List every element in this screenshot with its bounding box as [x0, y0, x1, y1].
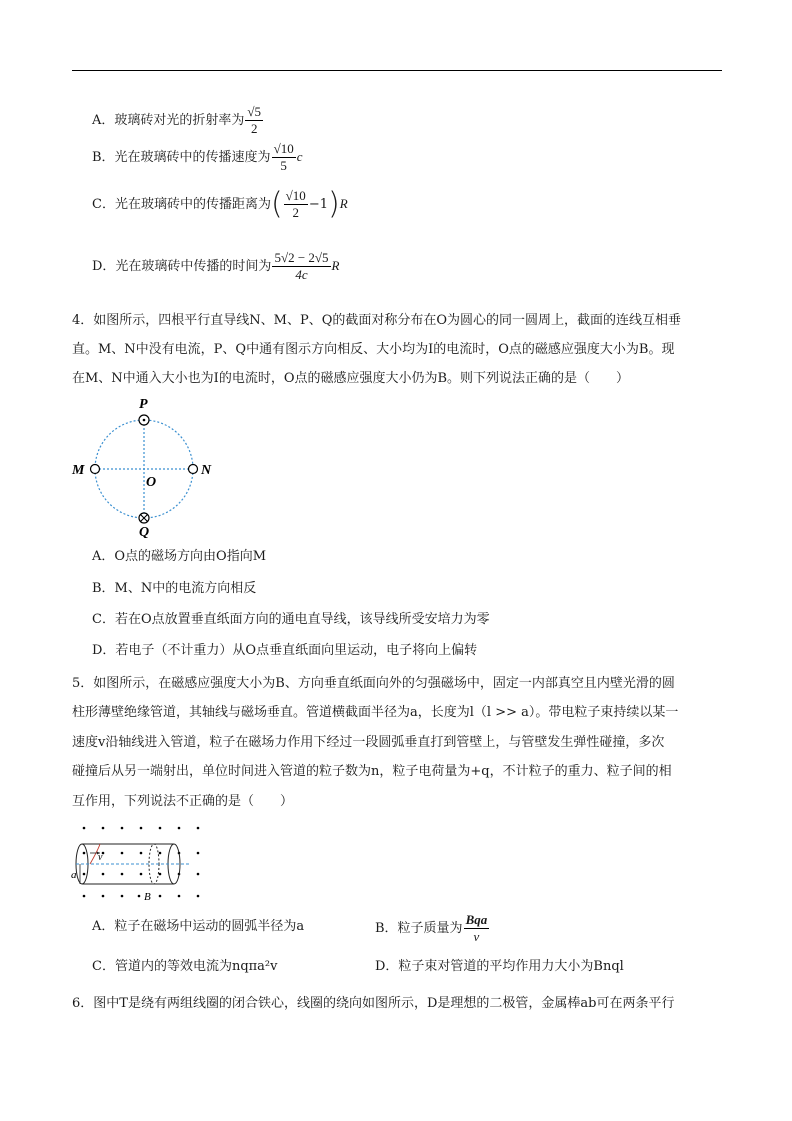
q5-stem-line4: 碰撞后从另一端射出，单位时间进入管道的粒子数为n，粒子电荷量为+q，不计粒子的重力、粒子间的相	[72, 764, 672, 779]
label-o: O	[146, 475, 157, 490]
label-q: Q	[139, 525, 150, 538]
q5-option-b: B．粒子质量为 $\frac{\text{Bqa}}{v}$	[375, 912, 488, 944]
label-p: P	[139, 397, 148, 412]
q4-option-b: B．M、N中的电流方向相反	[92, 581, 257, 596]
q6-stem-line1: 6．图中T是绕有两组线圈的闭合铁心，线圈的绕向如图所示，D是理想的二极管，金属棒ab可在两条平行	[72, 996, 675, 1011]
q4-option-c: C．若在O点放置垂直纸面方向的通电直导线，该导线所受安培力为零	[92, 612, 490, 627]
q5-option-d: D．粒子束对管道的平均作用力大小为Bnql	[375, 959, 624, 974]
q3-option-b: B．光在玻璃砖中的传播速度为 $\frac{√10}{5}$ c	[92, 141, 303, 173]
q4-stem-line1: 4．如图所示，四根平行直导线N、M、P、Q的截面对称分布在O为圆心的同一圆周上，截面的连线互相垂	[72, 313, 682, 328]
q4-stem-line3: 在M、N中通入大小也为I的电流时，O点的磁感应强度大小仍为B。则下列说法正确的是（ ）	[72, 371, 630, 386]
q5-stem-line2: 柱形薄壁绝缘管道，其轴线与磁场垂直。管道横截面半径为a，长度为l（l >> a）。带电粒子束持续以某一	[72, 705, 679, 720]
field-dots-row1	[83, 827, 200, 830]
q4-option-d: D．若电子（不计重力）从O点垂直纸面向里运动，电子将向上偏转	[92, 643, 478, 658]
q5-stem-line1: 5．如图所示，在磁感应强度大小为B、方向垂直纸面向外的匀强磁场中，固定一内部真空且内壁光滑的圆	[72, 676, 675, 691]
header-rule	[72, 70, 722, 71]
label-a: a	[71, 869, 77, 881]
field-dots-row3	[83, 873, 200, 876]
wire-n-icon	[189, 465, 198, 474]
label-n: N	[201, 463, 212, 478]
label-m: M	[72, 463, 85, 478]
q3-option-d: D．光在玻璃砖中传播的时间为 $\frac{5√2 - 2√5}{4c}$ R	[92, 250, 340, 282]
field-dots-row4	[83, 895, 200, 898]
q4-option-a: A．O点的磁场方向由O指向M	[92, 549, 267, 564]
q3-option-c: C．光在玻璃砖中的传播距离为( $\frac{√10}{2}$ −1)R	[92, 186, 348, 222]
wire-m-icon	[91, 465, 100, 474]
label-v: v	[98, 852, 103, 863]
q4-stem-line2: 直。M、N中没有电流，P、Q中通有图示方向相反、大小均为I的电流时，O点的磁感应强度大小为B。现	[72, 342, 675, 357]
q5-stem-line5: 互作用，下列说法不正确的是（ ）	[72, 794, 294, 809]
label-b: B	[144, 891, 151, 902]
q4-figure	[66, 396, 226, 538]
q5-stem-line3: 速度v沿轴线进入管道，粒子在磁场力作用下经过一段圆弧垂直打到管壁上，与管壁发生弹性碰撞，多次	[72, 735, 665, 750]
q5-figure	[70, 820, 210, 902]
q5-option-c: C．管道内的等效电流为nqπa²v	[92, 959, 278, 974]
q5-option-a: A．粒子在磁场中运动的圆弧半径为a	[92, 919, 305, 934]
q3-option-a: A．玻璃砖对光的折射率为 $\frac{√5}{2}$	[92, 104, 262, 136]
